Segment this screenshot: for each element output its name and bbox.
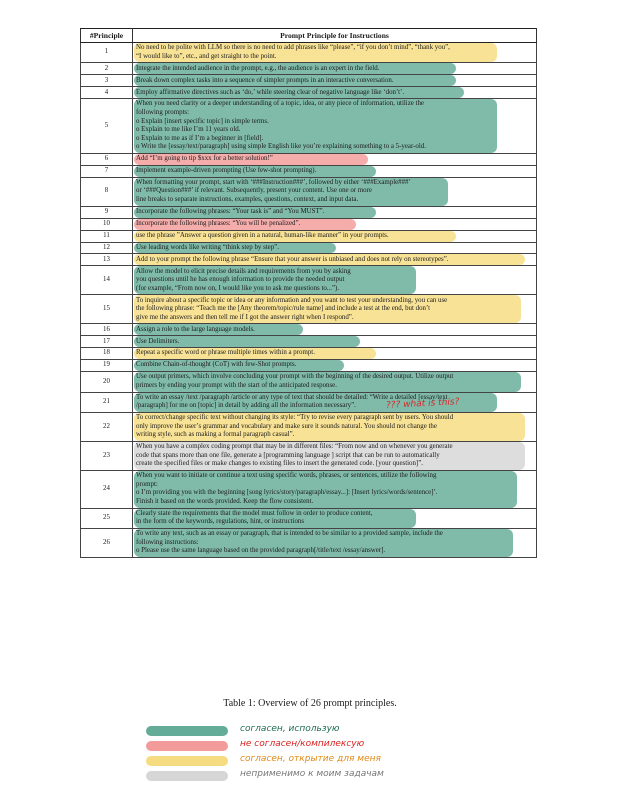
table-row xyxy=(81,218,537,230)
principle-text: Incorporate the following phrases: “Your task is” and “You MUST”. xyxy=(136,207,325,215)
principle-number: 6 xyxy=(81,153,133,165)
principle-text: Combine Chain-of-thought (CoT) with few-Shot prompts. xyxy=(136,361,297,369)
table-row xyxy=(81,177,537,206)
legend-item xyxy=(146,724,506,739)
principle-number: 11 xyxy=(81,230,133,242)
table-row xyxy=(81,87,537,99)
principle-number: 22 xyxy=(81,413,133,442)
principle-text: To correct/change specific text without changing its style: “Try to revise every paragraph sent by users. You should only improve the user’s grammar and vocabulary and make sure it sounds natural. You should not change the writing style, such as making a formal paragraph casual”. xyxy=(136,414,454,439)
table-row xyxy=(81,43,537,63)
principle-text-cell xyxy=(133,75,537,87)
table-row xyxy=(81,242,537,254)
principle-text-cell xyxy=(133,471,537,509)
principle-number: 26 xyxy=(81,529,133,558)
principle-number: 10 xyxy=(81,218,133,230)
principle-text-cell xyxy=(133,177,537,206)
legend-label: не согласен/компилексую xyxy=(240,739,365,749)
table-row xyxy=(81,529,537,558)
principle-text: Implement example-driven prompting (Use few-shot prompting). xyxy=(136,167,317,174)
table-caption: Table 1: Overview of 26 prompt principles. xyxy=(223,698,397,709)
principle-text-cell xyxy=(133,442,537,471)
principle-number: 14 xyxy=(81,266,133,295)
principle-text-cell xyxy=(133,242,537,254)
principle-number: 20 xyxy=(81,372,133,392)
principle-text-cell xyxy=(133,324,537,336)
principle-text-cell xyxy=(133,529,537,558)
principle-number: 16 xyxy=(81,324,133,336)
principle-text-cell xyxy=(133,87,537,99)
principle-text: Use output primers, which involve concluding your prompt with the beginning of the desired output. Utilize output primers by ending your prompt with the start of the anticipated response. xyxy=(136,373,454,389)
header-principle-number: #Principle xyxy=(81,29,133,43)
principle-text-cell xyxy=(133,153,537,165)
table-row xyxy=(81,206,537,218)
table-row xyxy=(81,63,537,75)
principle-text-cell xyxy=(133,230,537,242)
table-row xyxy=(81,508,537,528)
principle-text-cell xyxy=(133,99,537,154)
principle-text: Add to your prompt the following phrase “Ensure that your answer is unbiased and does not rely on stereotypes”. xyxy=(136,255,449,263)
principle-text-cell xyxy=(133,206,537,218)
principle-number: 8 xyxy=(81,177,133,206)
principle-text: When you have a complex coding prompt that may be in different files: “From now and on whenever you generate code that spans more than one file, generate a [programming language ] script that can be run to automatically create the specified files or make changes to existing files to insert the generated code. [your question]”. xyxy=(136,443,453,468)
table-body xyxy=(81,43,537,558)
legend-item xyxy=(146,739,506,754)
legend-swatch xyxy=(146,726,228,736)
principle-text: Add “I’m going to tip $xxx for a better solution!” xyxy=(136,155,273,163)
table-row xyxy=(81,413,537,442)
table-row xyxy=(81,165,537,177)
principle-text: Repeat a specific word or phrase multiple times within a prompt. xyxy=(136,349,315,357)
table-row xyxy=(81,230,537,242)
legend-item xyxy=(146,754,506,769)
table-row xyxy=(81,471,537,509)
principle-text: When you want to initiate or continue a text using specific words, phrases, or sentences, utilize the following prompt: o I’m providing you with the beginning [song lyrics/story/paragraph/essay...]: [Insert lyrics/words/sentence]’. Finish it based on the words provided. Keep the flow consistent. xyxy=(136,472,438,505)
principle-text-cell xyxy=(133,218,537,230)
highlight-legend xyxy=(146,724,506,784)
principle-text-cell xyxy=(133,360,537,372)
table-row xyxy=(81,360,537,372)
principle-text: Incorporate the following phrases: “You will be penalized”. xyxy=(136,219,301,227)
principle-number: 18 xyxy=(81,348,133,360)
principle-text-cell xyxy=(133,372,537,392)
principle-number: 24 xyxy=(81,471,133,509)
principle-text: Employ affirmative directives such as ‘do,’ while steering clear of negative language like ‘don’t’. xyxy=(136,88,405,96)
principle-text: Use leading words like writing “think step by step”. xyxy=(136,243,279,251)
principle-text: No need to be polite with LLM so there is no need to add phrases like “please”, “if you don’t mind”, “thank you”, “I would like to”, etc., and get straight to the point. xyxy=(136,44,450,60)
legend-swatch xyxy=(146,756,228,766)
principle-number: 19 xyxy=(81,360,133,372)
principle-number: 2 xyxy=(81,63,133,75)
principle-number: 13 xyxy=(81,254,133,266)
table-row xyxy=(81,254,537,266)
table-row xyxy=(81,442,537,471)
principle-number: 21 xyxy=(81,392,133,412)
principle-text: Assign a role to the large language models. xyxy=(136,325,255,333)
table-row xyxy=(81,348,537,360)
principle-text: When you need clarity or a deeper understanding of a topic, idea, or any piece of information, utilize the following prompts: o Explain [insert specific topic] in simple terms. o Explain to me like I’m 11 years old. o Explain to me as if I’m a beginner in [field]. o Write the [essay/text/paragraph] using simple English like you’re explaining something to a 5-year-old. xyxy=(136,100,426,151)
principle-text: Break down complex tasks into a sequence of simpler prompts in an interactive conversation. xyxy=(136,76,394,84)
principles-table xyxy=(80,28,537,558)
principle-number: 25 xyxy=(81,508,133,528)
principle-number: 12 xyxy=(81,242,133,254)
principle-text: Clearly state the requirements that the model must follow in order to produce content, in the form of the keywords, regulations, hint, or instructions xyxy=(136,509,373,526)
table-row xyxy=(81,153,537,165)
table-row xyxy=(81,99,537,154)
legend-label: согласен, открытие для меня xyxy=(240,754,381,764)
principle-text: To write any text, such as an essay or paragraph, that is intended to be similar to a provided sample, include the following instructions: o Please use the same language based on the provided paragraph[/title/text /essay/answer]. xyxy=(136,530,443,555)
table-row xyxy=(81,266,537,295)
handwritten-question-note: ??? what is this? xyxy=(385,397,460,411)
legend-item xyxy=(146,769,506,784)
table-row xyxy=(81,372,537,392)
principle-text-cell xyxy=(133,266,537,295)
legend-swatch xyxy=(146,741,228,751)
principle-text-cell xyxy=(133,43,537,63)
principle-number: 1 xyxy=(81,43,133,63)
principle-text-cell xyxy=(133,165,537,177)
table-row xyxy=(81,295,537,324)
principle-text-cell xyxy=(133,508,537,528)
principles-table-wrap xyxy=(80,28,536,558)
principle-text: Use Delimiters. xyxy=(136,337,180,345)
table-row xyxy=(81,336,537,348)
principle-number: 7 xyxy=(81,165,133,177)
principle-number: 17 xyxy=(81,336,133,348)
principle-text: use the phrase ”Answer a question given in a natural, human-like manner” in your prompts. xyxy=(136,231,389,239)
principle-text-cell xyxy=(133,336,537,348)
principle-text-cell xyxy=(133,63,537,75)
table-row xyxy=(81,324,537,336)
principle-number: 3 xyxy=(81,75,133,87)
principle-number: 5 xyxy=(81,99,133,154)
principle-text-cell xyxy=(133,254,537,266)
principle-text-cell xyxy=(133,348,537,360)
principle-text: Integrate the intended audience in the prompt, e.g., the audience is an expert in the field. xyxy=(136,64,380,72)
principle-text: To write an essay /text /paragraph /article or any type of text that should be detailed: “Write a detailed [essay/text /paragraph] for me on [topic] in detail by adding all the information necessary”. xyxy=(136,393,448,410)
header-prompt-principle: Prompt Principle for Instructions xyxy=(133,29,537,43)
table-row xyxy=(81,75,537,87)
table-row xyxy=(81,392,537,412)
principle-text-cell xyxy=(133,392,537,412)
legend-label: неприменимо к моим задачам xyxy=(240,769,384,779)
principle-text: When formatting your prompt, start with ‘###Instruction###’, followed by either ‘###Example###’ or ‘###Question###’ if relevant. Subsequently, present your content. Use one or more line breaks to separate instructions, examples, questions, context, and input data. xyxy=(136,178,411,204)
legend-label: согласен, использую xyxy=(240,724,340,734)
legend-swatch xyxy=(146,771,228,781)
principle-text: To inquire about a specific topic or idea or any information and you want to test your understanding, you can use the following phrase: “Teach me the [Any theorem/topic/rule name] and include a test at the end, but don’t give me the answers and then tell me if I got the answer right when I respond”. xyxy=(136,296,448,321)
principle-text-cell xyxy=(133,295,537,324)
principle-text: Allow the model to elicit precise details and requirements from you by asking you questions until he has enough information to provide the needed output (for example, “From now on, I would like you to ask me questions to...”). xyxy=(136,267,351,292)
table-header-row xyxy=(81,29,537,43)
principle-number: 15 xyxy=(81,295,133,324)
principle-number: 23 xyxy=(81,442,133,471)
principle-number: 9 xyxy=(81,206,133,218)
principle-number: 4 xyxy=(81,87,133,99)
principle-text-cell xyxy=(133,413,537,442)
